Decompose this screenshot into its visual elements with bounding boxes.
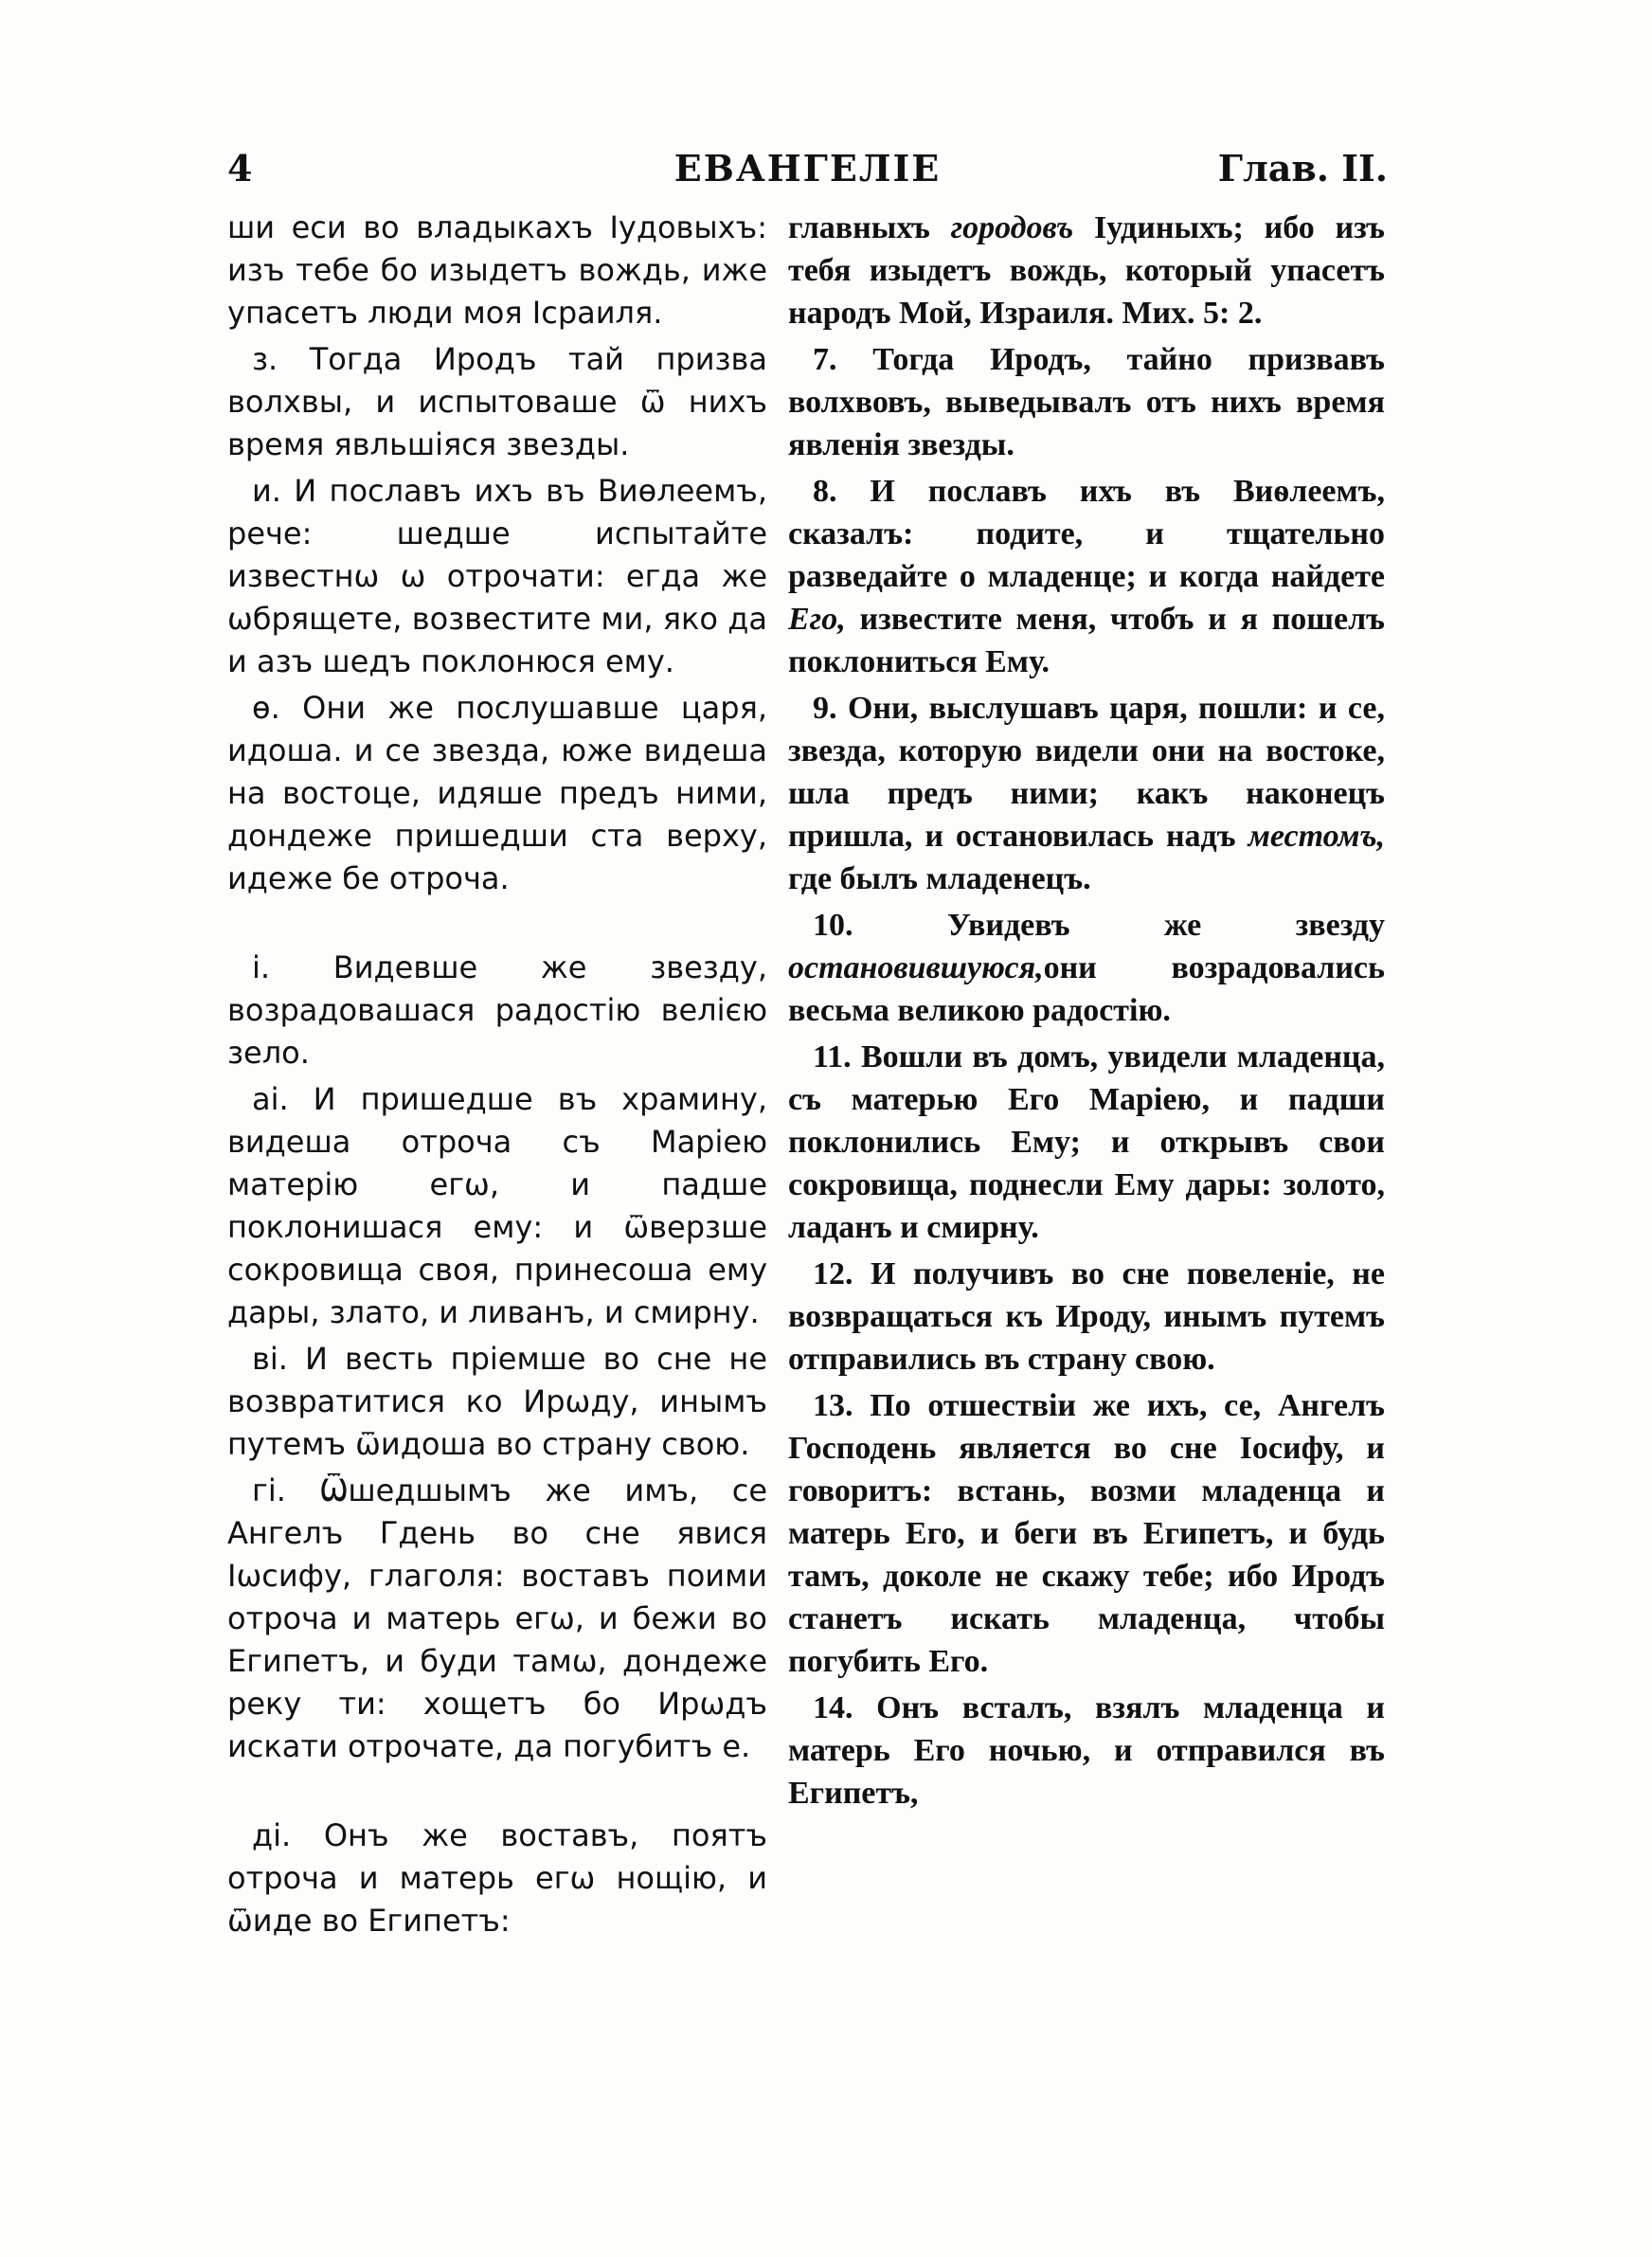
church-slavonic-column xyxy=(227,207,767,1946)
verse-right-11: 11. Вошли въ домъ, увидели младенца, съ матерью Его Маріею, и падши поклонились Ему; и открывъ свои сокровища, поднесли Ему дары: золото, ладанъ и смирну. xyxy=(788,1039,1385,1245)
verse-text: Іудиныхъ; ибо изъ тебя изыдетъ вождь, который упасетъ народъ Мой, Израиля. Мих. 5: 2. xyxy=(788,210,1385,331)
verse-right-12: 12. И получивъ во сне повеленіе, не возвращаться къ Ироду, инымъ путемъ отправились въ страну свою. xyxy=(788,1256,1385,1377)
verse-right-8 xyxy=(788,470,1385,683)
verse-left-12: ві. И весть пріемше во сне не возвратитися ко Ирѡду, инымъ путемъ ѿидоша во страну свою. xyxy=(227,1341,767,1462)
verse-left-10: і. Видевше же звезду, возрадовашася радостію велією зело. xyxy=(227,949,767,1071)
verse-text: 8. И пославъ ихъ въ Виѳлеемъ, сказалъ: подите, и тщательно разведайте о младенце; и когда найдете xyxy=(788,474,1385,594)
verse-italic: городовъ xyxy=(950,210,1074,245)
verse-italic: местомъ, xyxy=(1248,819,1385,854)
spacer xyxy=(227,1772,767,1815)
verse-text: 9. Они, выслушавъ царя, пошли: и се, звезда, которую видели они на востоке, шла предъ ними; какъ наконецъ пришла, и остановилась надъ xyxy=(788,691,1385,854)
russian-column xyxy=(788,207,1385,1818)
verse-left-8: и. И пославъ ихъ въ Виѳлеемъ, рече: шедше испытайте известнѡ ѡ отрочати: егда же ѡбрящете, возвестите ми, яко да и азъ шедъ поклонюся ему. xyxy=(227,473,767,679)
verse-left-7: з. Тогда Иродъ тай призва волхвы, и испытоваше ѿ нихъ время явльшіяся звезды. xyxy=(227,341,767,462)
chapter-label: Глав. II. xyxy=(1217,147,1388,190)
verse-text: где былъ младенецъ. xyxy=(788,861,1091,896)
verse-left-13: гі. Ѿшедшымъ же имъ, се Ангелъ Гдень во сне явися Іѡсифу, глаголя: воставъ поими отроча и матерь егѡ, и бежи во Египетъ, и буди тамѡ, дондеже реку ти: хощетъ бо Ирѡдъ искати отрочате, да погубитъ е. xyxy=(227,1472,767,1764)
verse-left-9: ѳ. Они же послушавше царя, идоша. и се звезда, юже видеша на востоце, идяше предъ ними, дондеже пришедши ста верху, идеже бе отроча. xyxy=(227,690,767,896)
verse-text: они возрадовались весьма великою радостію. xyxy=(788,950,1385,1028)
verse-italic: остановившуюся, xyxy=(788,950,1044,985)
verse-text: 10. Увидевъ же звезду xyxy=(813,908,1385,943)
running-title: ЕВАНГЕЛІЕ xyxy=(673,147,942,190)
verse-text: главныхъ xyxy=(788,210,930,245)
verse-left-14: ді. Онъ же воставъ, поятъ отроча и матерь егѡ нощію, и ѿиде во Египетъ: xyxy=(227,1817,767,1939)
verse-right-14: 14. Онъ всталъ, взялъ младенца и матерь Его ночью, и отправился въ Египетъ, xyxy=(788,1690,1385,1811)
verse-right-13: 13. По отшествіи же ихъ, се, Ангелъ Господень является во сне Іосифу, и говоритъ: встань, возми младенца и матерь Его, и беги въ Египетъ, и будь тамъ, доколе не скажу тебе; ибо Иродъ станетъ искать младенца, чтобы погубить Его. xyxy=(788,1388,1385,1679)
page-header xyxy=(227,147,1388,194)
verse-right-7: 7. Тогда Иродъ, тайно призвавъ волхвовъ, выведывалъ отъ нихъ время явленія звезды. xyxy=(788,342,1385,462)
verse-right-9 xyxy=(788,687,1385,900)
verse-right-10 xyxy=(788,904,1385,1032)
verse-left-6-cont: ши еси во владыкахъ Іудовыхъ: изъ тебе бо изыдетъ вождь, иже упасетъ люди моя Ісраиля. xyxy=(227,209,767,331)
verse-italic: Его, xyxy=(788,602,846,637)
verse-text: известите меня, чтобъ и я пошелъ поклониться Ему. xyxy=(788,602,1386,679)
page-number: 4 xyxy=(227,147,253,190)
spacer xyxy=(227,904,767,947)
verse-right-6-cont xyxy=(788,207,1385,334)
verse-left-11: аі. И пришедше въ храмину, видеша отроча съ Маріею матерію егѡ, и падше поклонишася ему: и ѿверзше сокровища своя, принесоша ему дары, злато, и ливанъ, и смирну. xyxy=(227,1081,767,1330)
